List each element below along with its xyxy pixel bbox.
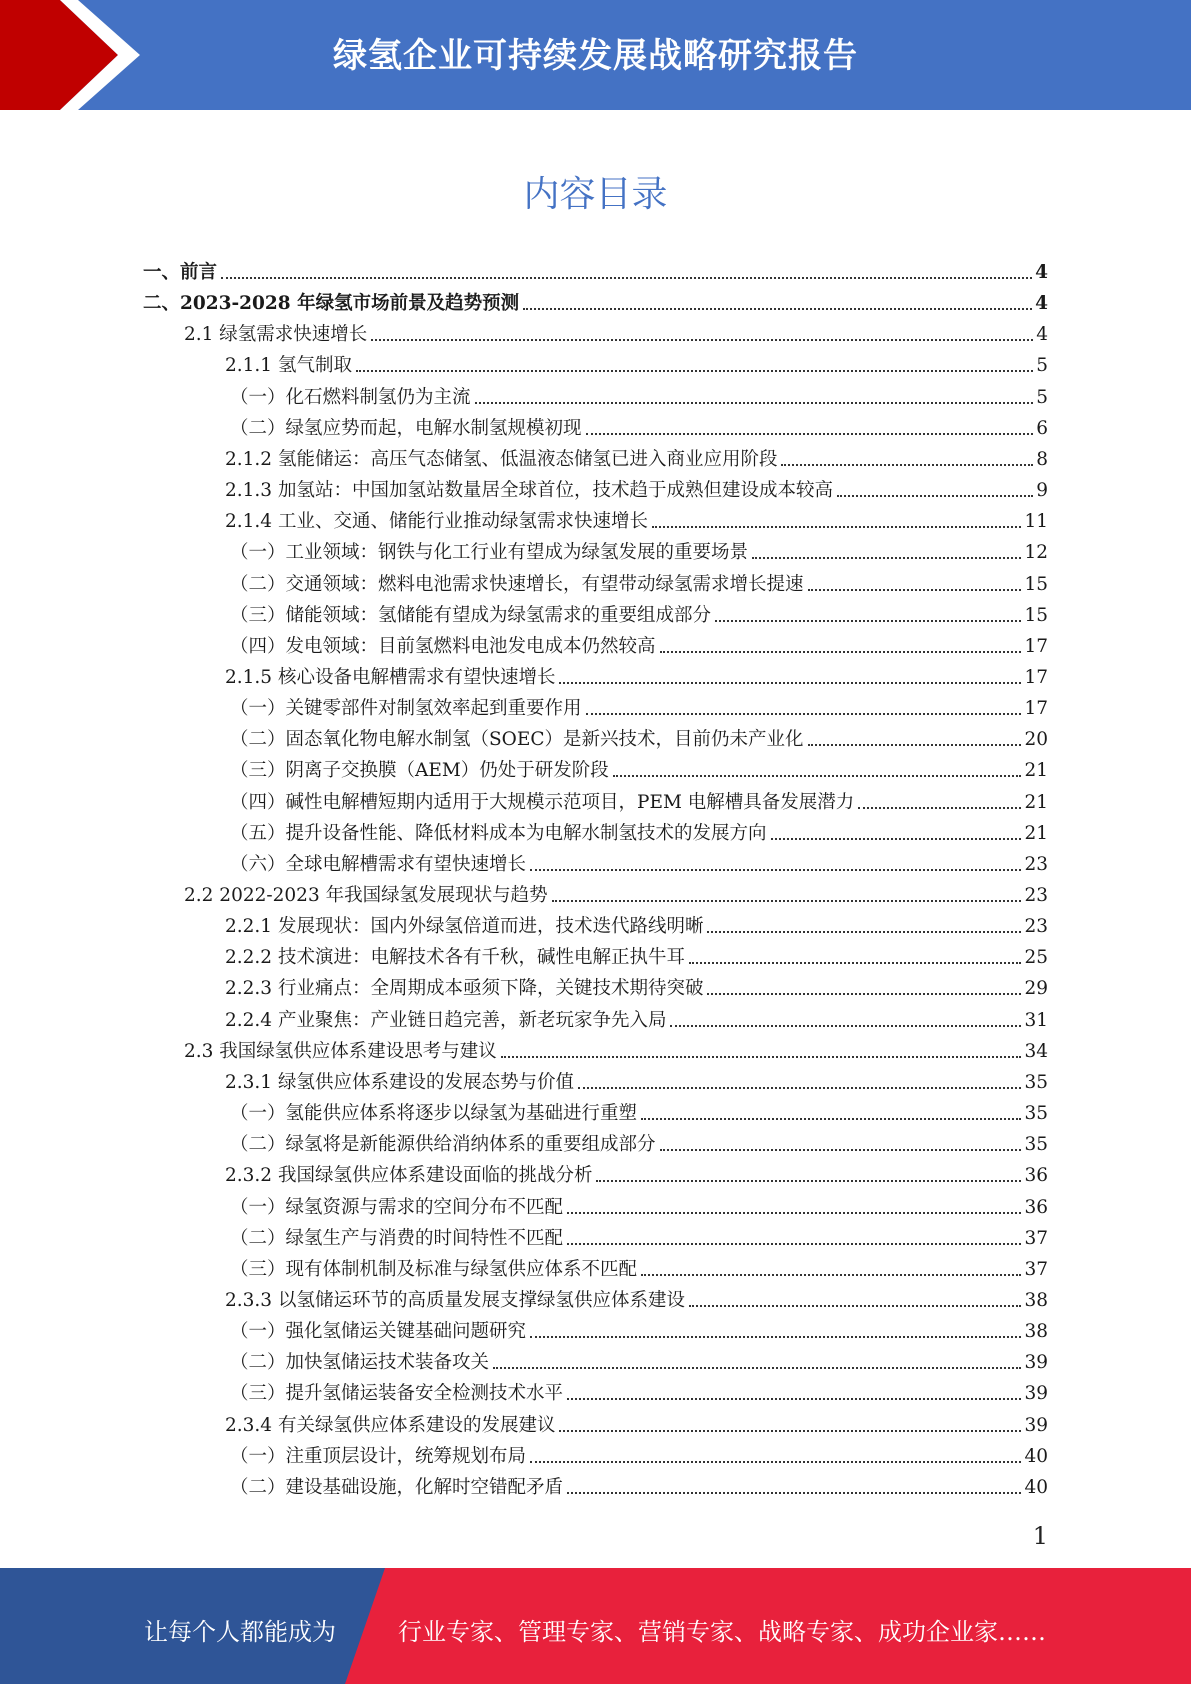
toc-entry-page: 5: [1036, 386, 1048, 408]
toc-entry-text: （四）发电领域：目前氢燃料电池发电成本仍然较高: [230, 635, 656, 657]
toc-leader-dots: [771, 838, 1022, 840]
toc-entry-page: 21: [1024, 791, 1048, 813]
toc-entry[interactable]: [225, 346, 1048, 377]
toc-entry-text: 二、2023-2028 年绿氢市场前景及趋势预测: [143, 293, 520, 315]
toc-leader-dots: [652, 526, 1021, 528]
toc-entry-page: 35: [1024, 1134, 1048, 1156]
toc-entry-text: 2.3.4 有关绿氢供应体系建设的发展建议: [225, 1414, 556, 1436]
toc-entry-page: 9: [1036, 480, 1048, 502]
toc-entry-page: 34: [1024, 1040, 1048, 1062]
toc-leader-dots: [493, 1367, 1021, 1369]
toc-entry-page: 12: [1024, 542, 1048, 564]
toc-entry-text: （二）建设基础设施，化解时空错配矛盾: [230, 1476, 564, 1498]
toc-entry[interactable]: [225, 969, 1048, 1000]
toc-leader-dots: [808, 744, 1022, 746]
toc-entry[interactable]: [225, 938, 1048, 969]
toc-entry-text: 2.3 我国绿氢供应体系建设思考与建议: [184, 1040, 497, 1062]
toc-title: 内容目录: [523, 174, 668, 215]
toc-entry-page: 36: [1024, 1196, 1048, 1218]
toc-entry[interactable]: [143, 284, 1048, 315]
toc-entry[interactable]: [230, 1125, 1048, 1156]
toc-entry[interactable]: [225, 440, 1048, 471]
toc-entry-page: 39: [1024, 1383, 1048, 1405]
toc-entry-text: （二）绿氢将是新能源供给消纳体系的重要组成部分: [230, 1134, 656, 1156]
toc-leader-dots: [559, 682, 1021, 684]
toc-entry-text: 2.3.3 以氢储运环节的高质量发展支撑绿氢供应体系建设: [225, 1289, 685, 1311]
toc-entry-page: 21: [1024, 760, 1048, 782]
toc-entry-page: 11: [1024, 511, 1048, 533]
toc-entry[interactable]: [230, 751, 1048, 782]
toc-entry-text: （二）加快氢储运技术装备攻关: [230, 1352, 490, 1374]
toc-entry-text: 2.3.2 我国绿氢供应体系建设面临的挑战分析: [225, 1165, 593, 1187]
toc-leader-dots: [808, 589, 1022, 591]
toc-entry-page: 6: [1036, 417, 1048, 439]
toc-entry[interactable]: [225, 471, 1048, 502]
toc-entry-text: （三）现有体制机制及标准与绿氢供应体系不匹配: [230, 1258, 638, 1280]
toc-entry[interactable]: [225, 1063, 1048, 1094]
toc-entry-page: 20: [1024, 729, 1048, 751]
toc-leader-dots: [552, 900, 1022, 902]
toc-entry-text: 一、前言: [143, 262, 218, 283]
toc-entry[interactable]: [230, 1374, 1048, 1405]
toc-leader-dots: [530, 1336, 1021, 1338]
toc-leader-dots: [781, 464, 1033, 466]
toc-entry[interactable]: [230, 783, 1048, 814]
toc-entry-page: 4: [1036, 324, 1048, 346]
toc-entry[interactable]: [225, 1281, 1048, 1312]
toc-entry[interactable]: [230, 689, 1048, 720]
toc-entry-page: 15: [1024, 573, 1048, 595]
toc-entry-page: 38: [1024, 1321, 1048, 1343]
toc-entry[interactable]: [230, 627, 1048, 658]
toc-entry-page: 21: [1024, 822, 1048, 844]
toc-entry-page: 17: [1024, 635, 1048, 657]
toc-leader-dots: [613, 775, 1022, 777]
toc-entry[interactable]: [184, 315, 1048, 346]
toc-leader-dots: [641, 1274, 1021, 1276]
header-bar: [0, 0, 1191, 110]
toc-entry[interactable]: [225, 502, 1048, 533]
toc-leader-dots: [707, 931, 1021, 933]
toc-entry[interactable]: [184, 876, 1048, 907]
toc-entry-page: 8: [1036, 448, 1048, 470]
toc-entry-page: 39: [1024, 1414, 1048, 1436]
toc-entry-page: 35: [1024, 1071, 1048, 1093]
toc-entry[interactable]: [230, 1312, 1048, 1343]
footer-slogan-right: 行业专家、管理专家、营销专家、战略专家、成功企业家……: [398, 1618, 1046, 1646]
toc-entry[interactable]: [230, 1437, 1048, 1468]
toc-entry-page: 23: [1024, 916, 1048, 938]
toc-entry-text: （三）提升氢储运装备安全检测技术水平: [230, 1383, 564, 1405]
toc-entry[interactable]: [230, 533, 1048, 564]
toc-leader-dots: [530, 1461, 1021, 1463]
toc-entry-page: 38: [1024, 1289, 1048, 1311]
toc-leader-dots: [660, 1149, 1022, 1151]
toc-entry[interactable]: [230, 378, 1048, 409]
toc-entry[interactable]: [230, 1188, 1048, 1219]
toc-entry[interactable]: [230, 409, 1048, 440]
toc-leader-dots: [567, 1398, 1021, 1400]
toc-leader-dots: [641, 1118, 1021, 1120]
toc-entry-page: 35: [1024, 1103, 1048, 1125]
toc-entry[interactable]: [230, 1250, 1048, 1281]
toc-leader-dots: [837, 495, 1033, 497]
toc-entry-text: 2.2.4 产业聚焦：产业链日趋完善，新老玩家争先入局: [225, 1009, 667, 1031]
toc-leader-dots: [596, 1180, 1021, 1182]
toc-leader-dots: [475, 402, 1034, 404]
toc-entry-text: 2.1 绿氢需求快速增长: [184, 324, 368, 346]
toc-entry[interactable]: [230, 1468, 1048, 1499]
toc-entry-page: 37: [1024, 1227, 1048, 1249]
toc-leader-dots: [660, 651, 1022, 653]
toc-entry-text: （二）固态氧化物电解水制氢（SOEC）是新兴技术，目前仍未产业化: [230, 729, 804, 751]
toc-entry-text: （二）绿氢应势而起，电解水制氢规模初现: [230, 417, 582, 439]
toc-leader-dots: [586, 433, 1034, 435]
toc-entry-text: （一）工业领域：钢铁与化工行业有望成为绿氢发展的重要场景: [230, 542, 749, 564]
toc-entry-text: （一）关键零部件对制氢效率起到重要作用: [230, 698, 582, 720]
toc-entry-text: （三）阴离子交换膜（AEM）仍处于研发阶段: [230, 760, 609, 782]
toc-entry[interactable]: [225, 907, 1048, 938]
toc-entry-page: 23: [1024, 853, 1048, 875]
toc-entry[interactable]: [230, 814, 1048, 845]
toc-entry-text: 2.2.1 发展现状：国内外绿氢倍道而进，技术迭代路线明晰: [225, 916, 704, 938]
header-title: 绿氢企业可持续发展战略研究报告: [333, 36, 858, 76]
toc-entry[interactable]: [230, 565, 1048, 596]
toc-entry-text: （二）绿氢生产与消费的时间特性不匹配: [230, 1227, 564, 1249]
toc-entry-page: 17: [1024, 698, 1048, 720]
toc-entry-page: 40: [1024, 1476, 1048, 1498]
toc-entry-page: 40: [1024, 1445, 1048, 1467]
toc-leader-dots: [707, 993, 1021, 995]
toc-entry-page: 17: [1024, 666, 1048, 688]
page-number: 1: [1032, 1522, 1048, 1550]
toc-entry-text: （一）注重顶层设计，统筹规划布局: [230, 1445, 527, 1467]
toc-leader-dots: [715, 620, 1021, 622]
toc-entry-text: （一）绿氢资源与需求的空间分布不匹配: [230, 1196, 564, 1218]
toc-entry[interactable]: [143, 253, 1048, 284]
toc-entry-page: 29: [1024, 978, 1048, 1000]
toc-leader-dots: [221, 277, 1032, 279]
toc-entry[interactable]: [230, 1094, 1048, 1125]
toc-leader-dots: [689, 1305, 1021, 1307]
toc-entry-page: 15: [1024, 604, 1048, 626]
toc-entry[interactable]: [230, 1219, 1048, 1250]
toc-entry-text: （二）交通领域：燃料电池需求快速增长，有望带动绿氢需求增长提速: [230, 573, 804, 595]
toc-entry-page: 4: [1035, 293, 1048, 315]
toc-entry[interactable]: [225, 1406, 1048, 1437]
toc-entry-text: 2.1.4 工业、交通、储能行业推动绿氢需求快速增长: [225, 511, 648, 533]
toc-entry-text: （四）碱性电解槽短期内适用于大规模示范项目，PEM 电解槽具备发展潜力: [230, 791, 855, 813]
toc-leader-dots: [567, 1212, 1021, 1214]
toc-entry[interactable]: [225, 658, 1048, 689]
toc-entry-text: 2.1.3 加氢站：中国加氢站数量居全球首位，技术趋于成熟但建设成本较高: [225, 480, 833, 502]
toc-entry-text: （一）氢能供应体系将逐步以绿氢为基础进行重塑: [230, 1103, 638, 1125]
toc-entry-page: 25: [1024, 947, 1048, 969]
toc-leader-dots: [670, 1025, 1021, 1027]
footer-slogan-left: 让每个人都能成为: [144, 1618, 336, 1646]
toc-entry-text: （一）强化氢储运关键基础问题研究: [230, 1321, 527, 1343]
toc-entry-page: 36: [1024, 1165, 1048, 1187]
toc-entry[interactable]: [225, 1001, 1048, 1032]
toc-entry-text: 2.1.1 氢气制取: [225, 355, 352, 377]
toc-entry[interactable]: [230, 845, 1048, 876]
toc-entry-page: 37: [1024, 1258, 1048, 1280]
toc-entry-text: 2.1.5 核心设备电解槽需求有望快速增长: [225, 666, 556, 688]
toc-leader-dots: [586, 713, 1022, 715]
toc-leader-dots: [530, 869, 1021, 871]
toc-entry-page: 39: [1024, 1352, 1048, 1374]
toc-leader-dots: [356, 370, 1033, 372]
toc-entry-page: 4: [1035, 262, 1048, 283]
toc-entry[interactable]: [225, 1156, 1048, 1187]
toc-leader-dots: [523, 308, 1032, 310]
toc-entry-page: 23: [1024, 885, 1048, 906]
toc-entry-text: 2.2 2022-2023 年我国绿氢发展现状与趋势: [184, 885, 548, 906]
toc-entry-page: 31: [1024, 1009, 1048, 1031]
toc-leader-dots: [752, 557, 1021, 559]
footer-bar: [0, 1568, 1191, 1684]
toc-leader-dots: [559, 1430, 1021, 1432]
toc-entry-page: 5: [1036, 355, 1048, 377]
toc-entry[interactable]: [230, 720, 1048, 751]
toc-leader-dots: [567, 1243, 1021, 1245]
toc-entry[interactable]: [230, 1343, 1048, 1374]
toc-entry-text: 2.2.3 行业痛点：全周期成本亟须下降，关键技术期待突破: [225, 978, 704, 1000]
toc-entry-text: 2.3.1 绿氢供应体系建设的发展态势与价值: [225, 1071, 574, 1093]
toc-entry-text: 2.1.2 氢能储运：高压气态储氢、低温液态储氢已进入商业应用阶段: [225, 448, 778, 470]
toc-entry-text: （一）化石燃料制氢仍为主流: [230, 386, 471, 408]
toc-entry[interactable]: [230, 596, 1048, 627]
toc-leader-dots: [858, 807, 1021, 809]
toc-leader-dots: [371, 339, 1033, 341]
toc-leader-dots: [501, 1056, 1022, 1058]
toc-entry-text: 2.2.2 技术演进：电解技术各有千秋，碱性电解正执牛耳: [225, 947, 685, 969]
toc-entry[interactable]: [184, 1032, 1048, 1063]
toc-leader-dots: [689, 962, 1021, 964]
toc-entry-text: （六）全球电解槽需求有望快速增长: [230, 853, 527, 875]
toc-leader-dots: [578, 1087, 1021, 1089]
toc-entry-text: （三）储能领域：氢储能有望成为绿氢需求的重要组成部分: [230, 604, 712, 626]
toc-entry-text: （五）提升设备性能、降低材料成本为电解水制氢技术的发展方向: [230, 822, 767, 844]
toc-leader-dots: [567, 1492, 1021, 1494]
